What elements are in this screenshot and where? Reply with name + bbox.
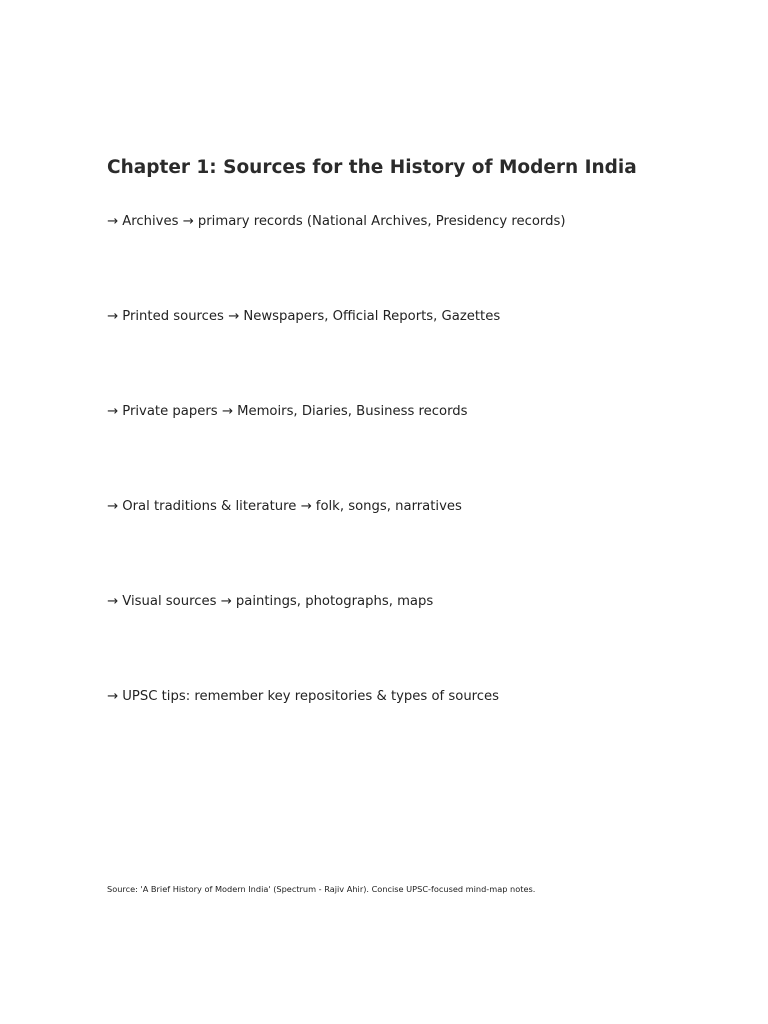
note-item-archives: → Archives → primary records (National Archives, Presidency records) [107, 214, 566, 229]
note-item-visual-sources: → Visual sources → paintings, photographs, maps [107, 594, 434, 609]
source-footnote: Source: 'A Brief History of Modern India' (Spectrum - Rajiv Ahir). Concise UPSC-focused mind-map notes. [107, 884, 536, 894]
note-item-upsc-tips: → UPSC tips: remember key repositories & types of sources [107, 689, 500, 704]
page-title: Chapter 1: Sources for the History of Modern India [107, 157, 637, 178]
note-item-oral-traditions: → Oral traditions & literature → folk, songs, narratives [107, 499, 462, 514]
note-item-printed-sources: → Printed sources → Newspapers, Official Reports, Gazettes [107, 309, 501, 324]
note-item-private-papers: → Private papers → Memoirs, Diaries, Business records [107, 404, 468, 419]
notes-list [107, 214, 566, 784]
